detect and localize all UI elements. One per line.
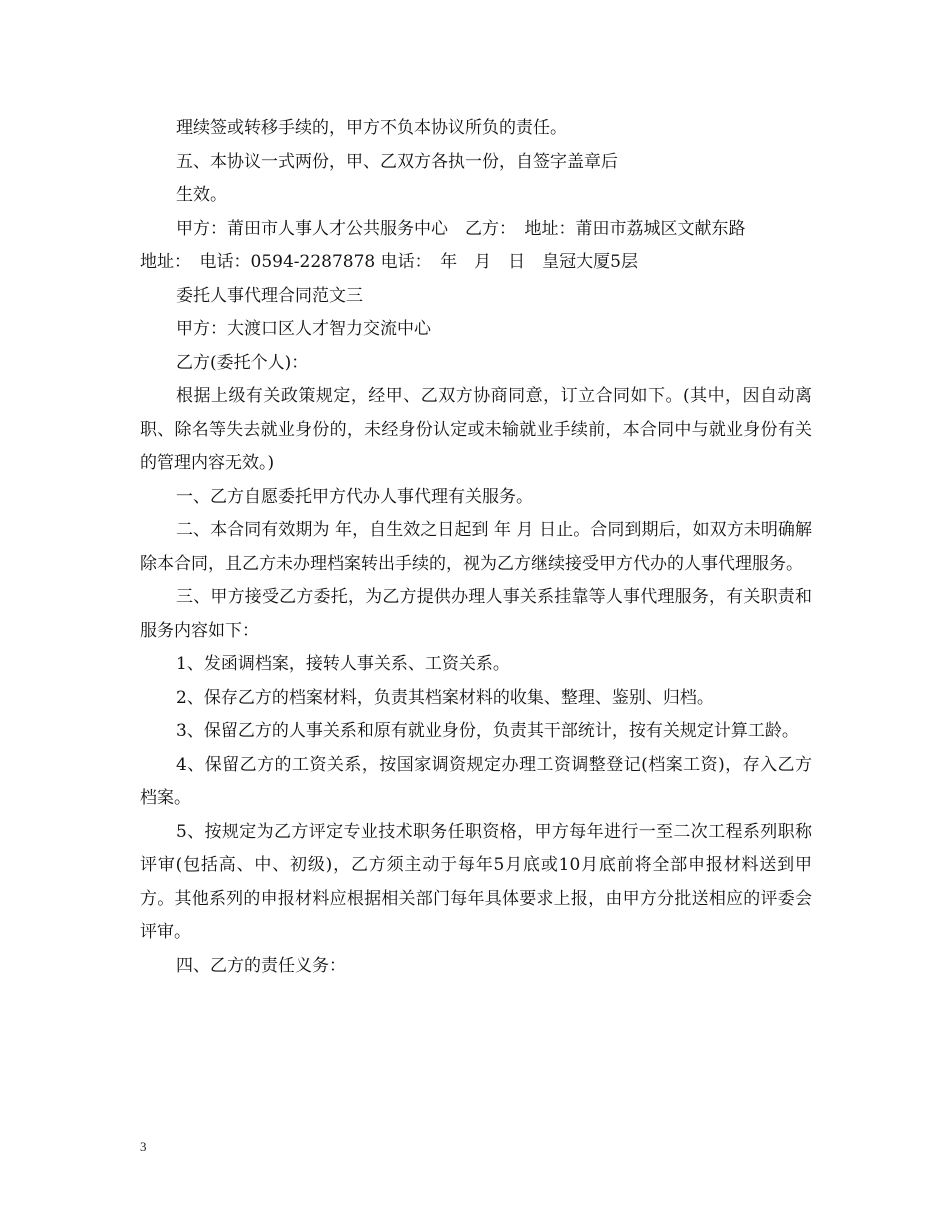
- paragraph: 甲方：大渡口区人才智力交流中心: [176, 319, 431, 339]
- paragraph: 五、本协议一式两份，甲、乙双方各执一份，自签字盖章后: [176, 151, 618, 172]
- list-item: 4、保留乙方的工资关系，按国家调资规定办理工资调整登记(档案工资)，存入乙方档案。: [140, 754, 812, 808]
- list-item: 2、保存乙方的档案材料，负责其档案材料的收集、整理、鉴别、归档。: [176, 687, 714, 708]
- paragraph: 根据上级有关政策规定，经甲、乙双方协商同意，订立合同如下。(其中，因自动离职、除名等失去就业身份的，未经身份认定或未输就业手续前，本合同中与就业身份有关的管理内容无效。): [140, 386, 812, 473]
- paragraph: 乙方(委托个人)：: [176, 352, 309, 373]
- paragraph: 地址： 电话：0594-2287878 电话： 年 月 日 皇冠大厦5层: [140, 252, 638, 272]
- paragraph: 三、甲方接受乙方委托，为乙方提供办理人事关系挂靠等人事代理服务，有关职责和服务内容如下：: [140, 587, 812, 641]
- list-item: 5、按规定为乙方评定专业技术职务任职资格，甲方每年进行一至二次工程系列职称评审(包括高、中、初级)，乙方须主动于每年5月底或10月底前将全部申报材料送到甲方。其他系列的申报材料应根据相关部门每年具体要求上报，由甲方分批送相应的评委会评审。: [140, 821, 812, 942]
- section-heading: 委托人事代理合同范文三: [176, 285, 363, 306]
- document-body: [140, 112, 812, 983]
- paragraph: 四、乙方的责任义务：: [176, 955, 346, 976]
- paragraph: 甲方：莆田市人事人才公共服务中心 乙方： 地址：莆田市荔城区文献东路: [176, 218, 746, 239]
- page-number: 3: [140, 1139, 147, 1154]
- list-item: 1、发函调档案，接转人事关系、工资关系。: [176, 654, 510, 674]
- list-item: 3、保留乙方的人事关系和原有就业身份，负责其干部统计，按有关规定计算工龄。: [176, 721, 799, 741]
- paragraph: 理续签或转移手续的，甲方不负本协议所负的责任。: [176, 118, 567, 138]
- paragraph: 一、乙方自愿委托甲方代办人事代理有关服务。: [176, 486, 533, 507]
- paragraph: 二、本合同有效期为 年，自生效之日起到 年 月 日止。合同到期后，如双方未明确解除本合同，且乙方未办理档案转出手续的，视为乙方继续接受甲方代办的人事代理服务。: [140, 520, 812, 574]
- paragraph: 生效。: [176, 185, 227, 205]
